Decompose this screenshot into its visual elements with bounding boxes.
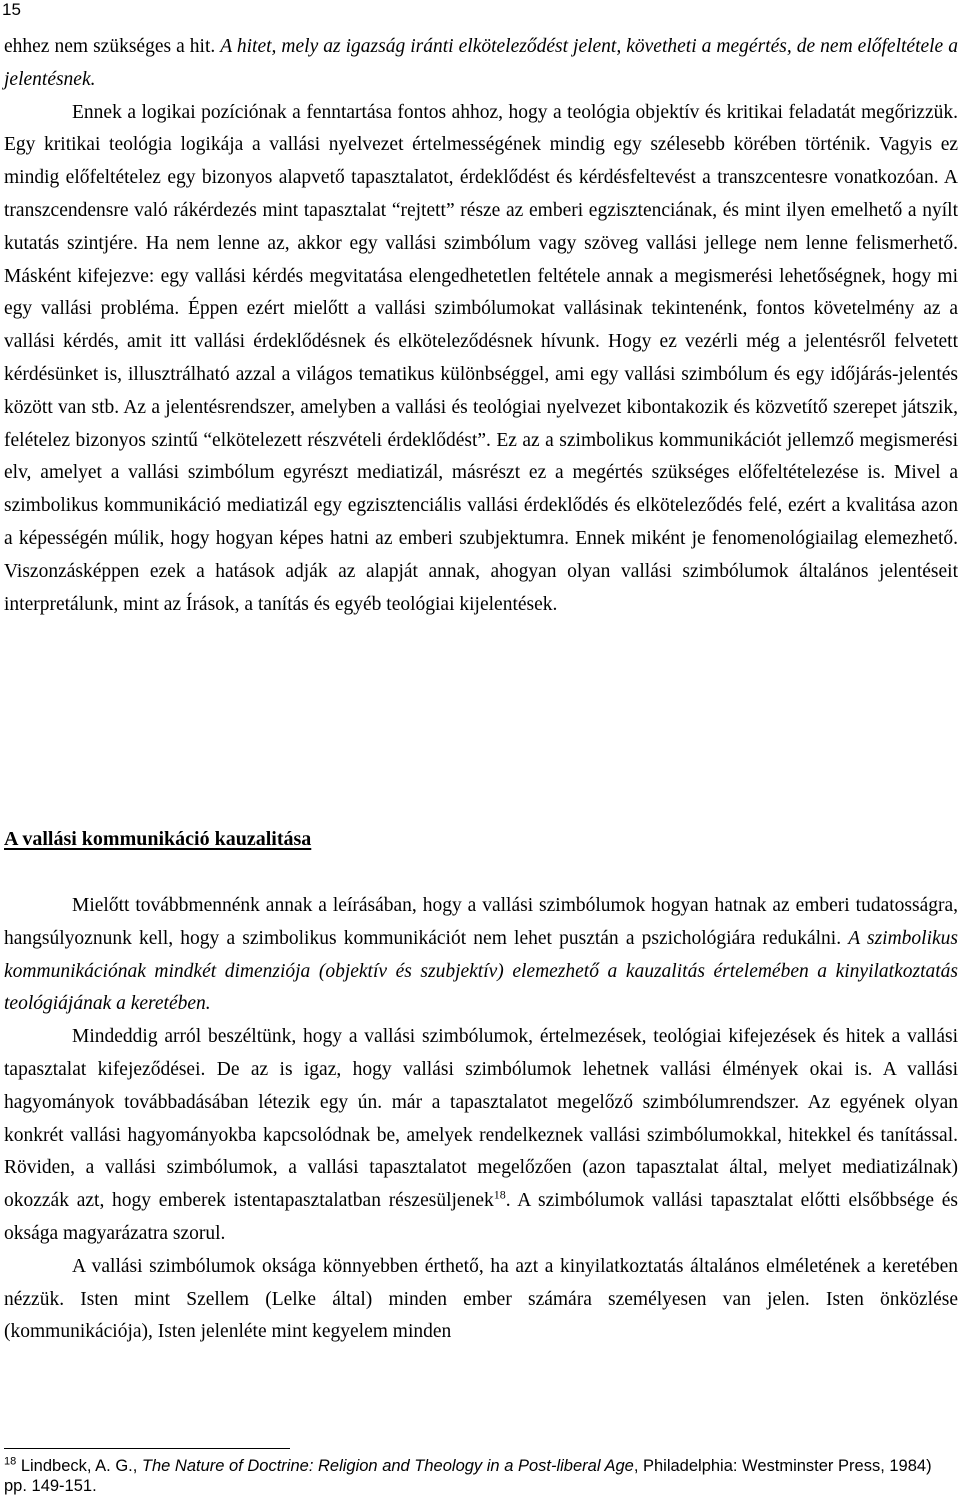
- footnote-reference: 18: [493, 1187, 506, 1202]
- italic-text-run: A szimbolikus kommunikációnak mindkét dimenziója (objektív és szubjektív) elemezhető a kauzalitás értelemében a kinyilatkoztatás teológiájának a keretében.: [4, 927, 958, 1015]
- footnote: [4, 1456, 956, 1496]
- footnote-marker: 18: [4, 1455, 17, 1468]
- text-run: ehhez nem szükséges a hit.: [4, 36, 221, 57]
- footnote-text: , Philadelphia: Westminster Press, 1984) pp. 149-151.: [4, 1457, 932, 1495]
- paragraph: [4, 31, 958, 97]
- text-run: . A szimbólumok vallási tapasztalat előtti elsőbbsége és oksága magyarázatra szorul.: [4, 1190, 958, 1244]
- italic-text-run: A hitet, mely az igazság iránti elköteleződést jelent, követheti a megértés, de nem előfeltétele a jelentésnek.: [4, 36, 958, 90]
- paragraph: A vallási szimbólumok oksága könnyebben érthető, ha azt a kinyilatkoztatás általános elméletének a keretében nézzük. Isten mint Szellem (Lelke által) minden ember számára személyesen van jelen. Isten önközlése (kommunikációja), Isten jelenléte mint kegyelem minden: [4, 1255, 958, 1343]
- section-heading: A vallási kommunikáció kauzalitása: [4, 828, 312, 850]
- footnote-title: The Nature of Doctrine: Religion and Theology in a Post-liberal Age: [141, 1457, 634, 1475]
- paragraph: [4, 1021, 958, 1251]
- text-run: Mindeddig arról beszéltünk, hogy a vallási szimbólumok, értelmezések, teológiai kifejezések és hitek a vallási tapasztalat kifejeződései. De az is igaz, hogy vallási szimbólumok lehetnek vallási élmények okai is. A vallási hagyományok továbbadásában létezik egy ún. már a tapasztalatot megelőző szimbólumrendszer. Az egyének olyan konkrét vallási hagyományokba kapcsolódnak be, amelyek rendelkeznek vallási szimbólumokkal, hitekkel és tanítással. Röviden, a vallási szimbólumok, a vallási tapasztalatot megelőzően (azon tapasztalat által, melyet mediatizálnak) okozzák azt, hogy emberek istentapasztalatban részesüljenek: [4, 1026, 958, 1212]
- footnote-text: Lindbeck, A. G.,: [16, 1457, 142, 1475]
- paragraph: [4, 890, 958, 1021]
- paragraph: Ennek a logikai pozíciónak a fenntartása fontos ahhoz, hogy a teológia objektív és kritikai feladatát megőrizzük. Egy kritikai teológia logikája a vallási nyelvezet értelmességének mindig egy szélesebb körében történik. Vagyis ez mindig előfeltételez egy bizonyos alapvető tapasztalatot, érdeklődést és kérdésfeltevést a transzcentesre vonatkozóan. A transzcendensre való rákérdezés mint tapasztalat “rejtett” része az emberi egzisztenciának, és mint ilyen emelhető a nyílt kutatás szintjére. Ha nem lenne az, akkor egy vallási szimbólum vagy szöveg vallási jellege nem lenne felismerhető. Másként kifejezve: egy vallási kérdés megvitatása elengedhetetlen feltétele annak a megismerési lehetőségnek, hogy mi egy vallási probléma. Éppen ezért mielőtt a vallási szimbólumokat vallásinak tekintenénk, fontos követelmény az a vallási kérdés, amit itt vallási érdeklődésnek és elköteleződésnek hívunk. Hogy ez vezérli még a jelentésről felvetett kérdésünket is, illusztrálható azzal a világos tematikus különbséggel, ami egy vallási szimbólum és egy időjárás-jelentés között van stb. Az a jelentésrendszer, amelyben a vallási és teológiai nyelvezet kibontakozik és közvetítő szerepet játszik, felételez bizonyos szintű “elkötelezett részvételi érdeklődést”. Ez az a szimbolikus kommunikációt jellemző megismerési elv, amelyet a vallási szimbólum egyrészt mediatizál, másrészt ez a megértés szükséges előfeltételezése is. Mivel a szimbolikus kommunikáció mediatizál egy egzisztenciális vallási érdeklődés és elköteleződés felé, ezért a kvalitása azon a képességén múlik, hogy hogyan képes hatni az emberi szubjektumra. Ennek miként je fenomenológiailag elemezhető. Viszonzásképpen ezek a hatások adják az alapját annak, ahogyan olyan vallási szimbólumok általános jelentéseit interpretálunk, mint az Írások, a tanítás és egyéb teológiai kijelentések.: [4, 101, 958, 615]
- text-run: Mielőtt továbbmennénk annak a leírásában, hogy a vallási szimbólumok hogyan hatnak az emberi tudatosságra, hangsúlyoznunk kell, hogy a szimbolikus kommunikációt nem lehet pusztán a pszichológiára redukálni.: [4, 895, 958, 949]
- section-1-body: [4, 31, 958, 621]
- footnote-separator: [4, 1448, 290, 1449]
- page-number: 15: [2, 0, 21, 19]
- section-2-body: [4, 890, 958, 1349]
